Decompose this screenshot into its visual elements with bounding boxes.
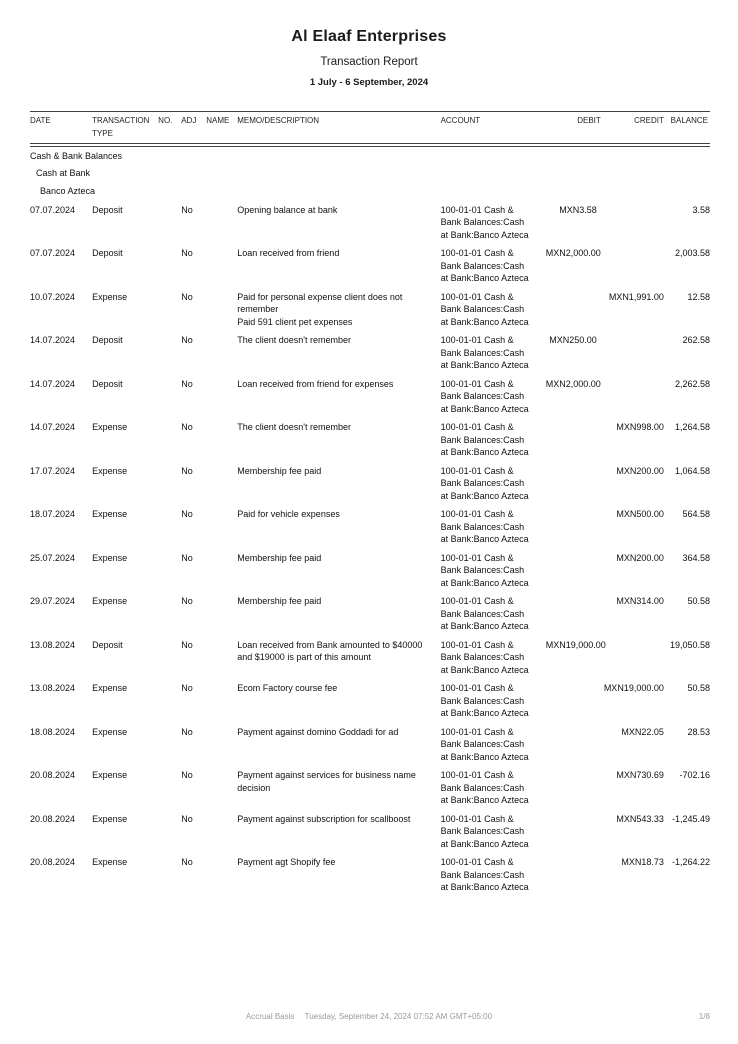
cell-account: 100-01-01 Cash & Bank Balances:Cash at Bank:Banco Azteca [440,465,529,501]
cell-date: 07.07.2024 [30,248,76,258]
cell-memo [237,200,440,244]
cell-memo [237,374,440,418]
cell-balance: 28.53 [687,726,710,737]
cell-balance: 564.58 [682,509,710,519]
cell-account: 100-01-01 Cash & Bank Balances:Cash at Bank:Banco Azteca [440,857,529,892]
cell-date: 10.07.2024 [30,291,76,302]
cell-no [158,330,181,374]
col-name: NAME [206,112,237,144]
cell-no [158,548,181,592]
cell-name [206,852,237,896]
cell-debit: MXN2,000.00 [545,248,601,258]
cell-credit: MXN500.00 [616,509,664,519]
cell-type: Expense [92,857,128,867]
cell-no [158,243,181,287]
cell-credit: MXN998.00 [616,422,664,432]
cell-no [158,852,181,896]
cell-credit: MXN543.33 [616,813,664,824]
accrual-basis-label: Accrual Basis [245,1012,295,1021]
table-row [30,417,710,461]
table-row [30,852,710,896]
cell-account: 100-01-01 Cash & Bank Balances:Cash at Bank:Banco Azteca [440,596,529,631]
cell-balance: 2,262.58 [674,378,710,389]
cell-balance: 2,003.58 [674,248,710,258]
cell-debit [546,722,603,766]
cell-no [158,809,181,853]
cell-memo [237,678,440,722]
col-account: ACCOUNT [441,112,546,144]
group-label: Cash & Bank Balances [30,150,123,161]
cell-date: 14.07.2024 [30,378,76,389]
cell-account: 100-01-01 Cash & Bank Balances:Cash at Bank:Banco Azteca [440,204,529,240]
col-debit: DEBIT [546,112,603,144]
memo-line: Paid for vehicle expenses [237,509,340,519]
cell-no [158,635,181,679]
cell-type: Expense [92,465,128,476]
memo-line: Opening balance at bank [237,204,338,215]
col-credit: CREDIT [603,112,666,144]
table-row [30,548,710,592]
table-row [30,591,710,635]
col-adj: ADJ [181,112,206,144]
cell-account: 100-01-01 Cash & Bank Balances:Cash at Bank:Banco Azteca [440,813,529,849]
cell-credit: MXN730.69 [616,770,664,780]
cell-name [206,461,237,505]
group-row [30,147,710,165]
cell-adj: No [181,335,193,345]
cell-type: Expense [92,596,128,606]
cell-name [206,287,237,331]
cell-memo [237,591,440,635]
header-row [30,112,710,144]
cell-debit [546,461,603,505]
memo-line: Loan received from friend [237,248,340,258]
cell-adj: No [181,552,193,563]
cell-no [158,722,181,766]
table-header [30,112,710,147]
cell-name [206,548,237,592]
cell-name [206,417,237,461]
cell-debit [546,765,603,809]
cell-name [206,591,237,635]
cell-debit [546,287,603,331]
cell-date: 25.07.2024 [30,552,76,563]
memo-line: Payment agt Shopify fee [237,857,336,867]
cell-account: 100-01-01 Cash & Bank Balances:Cash at Bank:Banco Azteca [440,509,529,544]
cell-name [206,765,237,809]
cell-balance: 50.58 [687,596,710,606]
transaction-table [30,111,710,896]
cell-type: Expense [92,813,128,824]
cell-name [206,809,237,853]
table-row [30,374,710,418]
table-row [30,243,710,287]
cell-no [158,287,181,331]
cell-date: 20.08.2024 [30,770,76,780]
cell-adj: No [181,770,193,780]
cell-no [158,417,181,461]
cell-memo [237,765,440,809]
cell-type: Expense [92,509,128,519]
cell-credit: MXN1,991.00 [608,291,664,302]
cell-name [206,374,237,418]
cell-no [158,765,181,809]
cell-no [158,504,181,548]
cell-debit [546,591,603,635]
cell-type: Expense [92,552,128,563]
table-row [30,287,710,331]
cell-balance: 12.58 [687,291,710,302]
memo-line: Membership fee paid [237,596,322,606]
cell-name [206,330,237,374]
cell-no [158,678,181,722]
cell-debit: MXN19,000.00 [545,639,606,650]
col-transaction-type: TRANSACTION TYPE [92,112,158,144]
cell-adj: No [181,726,193,737]
cell-credit: MXN19,000.00 [603,683,664,693]
table-row [30,200,710,244]
col-date: DATE [30,112,92,144]
table-row [30,504,710,548]
cell-adj: No [181,509,193,519]
cell-name [206,678,237,722]
cell-debit [546,852,603,896]
cell-debit [546,504,603,548]
cell-no [158,374,181,418]
cell-credit: MXN18.73 [621,857,664,867]
cell-date: 13.08.2024 [30,639,76,650]
report-title: Transaction Report [320,56,418,68]
cell-account: 100-01-01 Cash & Bank Balances:Cash at Bank:Banco Azteca [440,683,529,718]
cell-date: 18.07.2024 [30,509,76,519]
cell-date: 29.07.2024 [30,596,76,606]
cell-type: Deposit [92,639,123,650]
cell-balance: 364.58 [682,552,710,563]
cell-credit [603,330,666,374]
cell-memo [237,330,440,374]
cell-adj: No [181,422,193,432]
cell-adj: No [181,857,193,867]
cell-debit: MXN2,000.00 [545,378,601,389]
cell-balance: -1,245.49 [671,813,710,824]
cell-memo [237,809,440,853]
footer-basis [0,1012,738,1021]
memo-line: Ecom Factory course fee [237,683,338,693]
cell-memo [237,287,440,331]
cell-adj: No [181,465,193,476]
cell-adj: No [181,813,193,824]
memo-line: Payment against subscription for scallboost [237,813,411,824]
cell-name [206,200,237,244]
cell-debit [546,809,603,853]
cell-account: 100-01-01 Cash & Bank Balances:Cash at Bank:Banco Azteca [440,291,529,327]
col-no: NO. [158,112,181,144]
cell-balance: 1,264.58 [674,422,710,432]
cell-memo [237,461,440,505]
memo-line: Membership fee paid [237,465,322,476]
cell-name [206,243,237,287]
cell-type: Deposit [92,378,123,389]
cell-adj: No [181,683,193,693]
cell-balance: 1,064.58 [674,465,710,476]
cell-date: 07.07.2024 [30,204,76,215]
cell-account: 100-01-01 Cash & Bank Balances:Cash at Bank:Banco Azteca [440,248,529,283]
cell-type: Expense [92,291,128,302]
cell-credit: MXN22.05 [621,726,664,737]
cell-type: Expense [92,726,128,737]
cell-account: 100-01-01 Cash & Bank Balances:Cash at Bank:Banco Azteca [440,335,529,370]
cell-credit [603,374,666,418]
cell-balance: 50.58 [687,683,710,693]
cell-date: 14.07.2024 [30,422,76,432]
cell-date: 20.08.2024 [30,857,76,867]
memo-line: The client doesn't remember [237,422,352,432]
memo-line: Paid 591 client pet expenses [237,316,353,327]
cell-account: 100-01-01 Cash & Bank Balances:Cash at Bank:Banco Azteca [440,639,529,675]
report-timestamp: Tuesday, September 24, 2024 07:52 AM GMT+05:00 [304,1012,493,1021]
cell-adj: No [181,204,193,215]
cell-credit [603,243,666,287]
table-row [30,330,710,374]
memo-line: The client doesn't remember [237,335,352,345]
cell-adj: No [181,378,193,389]
cell-credit [603,200,666,244]
table-row [30,461,710,505]
cell-type: Deposit [92,204,123,215]
cell-name [206,722,237,766]
memo-line: Loan received from friend for expenses [237,378,394,389]
memo-line: Membership fee paid [237,552,322,563]
cell-balance: 262.58 [682,335,710,345]
memo-line: Payment against services for business name decision [237,770,416,793]
cell-balance: 3.58 [692,204,710,215]
cell-account: 100-01-01 Cash & Bank Balances:Cash at Bank:Banco Azteca [440,552,529,588]
group-row [30,182,710,200]
company-name: Al Elaaf Enterprises [291,28,447,45]
page-number: 1/8 [698,1012,710,1021]
cell-memo [237,852,440,896]
cell-memo [237,243,440,287]
cell-type: Expense [92,683,128,693]
table-row [30,678,710,722]
cell-credit: MXN200.00 [616,552,664,563]
cell-adj: No [181,596,193,606]
cell-date: 20.08.2024 [30,813,76,824]
cell-account: 100-01-01 Cash & Bank Balances:Cash at Bank:Banco Azteca [440,422,529,457]
cell-memo [237,417,440,461]
cell-date: 17.07.2024 [30,465,76,476]
col-balance: BALANCE [666,112,710,144]
memo-line: Paid for personal expense client does not remember [237,291,403,314]
cell-debit [546,417,603,461]
cell-adj: No [181,291,193,302]
cell-credit [603,635,666,679]
cell-debit [546,678,603,722]
group-label: Banco Azteca [40,185,96,196]
cell-debit: MXN3.58 [559,204,597,215]
cell-debit [546,548,603,592]
cell-no [158,461,181,505]
cell-debit: MXN250.00 [549,335,597,345]
cell-memo [237,548,440,592]
cell-type: Deposit [92,248,123,258]
cell-type: Expense [92,422,128,432]
cell-credit: MXN314.00 [616,596,664,606]
col-memo: MEMO/DESCRIPTION [237,112,440,144]
table-row [30,809,710,853]
cell-account: 100-01-01 Cash & Bank Balances:Cash at Bank:Banco Azteca [440,726,529,762]
report-footer [0,1012,738,1024]
table-body [30,147,710,896]
report-header [0,0,738,88]
cell-date: 13.08.2024 [30,683,76,693]
table-row [30,722,710,766]
cell-balance: -1,264.22 [671,857,710,867]
cell-balance: 19,050.58 [669,639,710,650]
cell-no [158,591,181,635]
cell-adj: No [181,248,193,258]
group-label: Cash at Bank [36,168,91,178]
cell-type: Expense [92,770,128,780]
cell-adj: No [181,639,193,650]
cell-memo [237,635,440,679]
cell-no [158,200,181,244]
cell-account: 100-01-01 Cash & Bank Balances:Cash at Bank:Banco Azteca [440,378,529,414]
cell-name [206,635,237,679]
cell-account: 100-01-01 Cash & Bank Balances:Cash at Bank:Banco Azteca [440,770,529,805]
memo-line: Payment against domino Goddadi for ad [237,726,399,737]
cell-name [206,504,237,548]
cell-credit: MXN200.00 [616,465,664,476]
report-date-range: 1 July - 6 September, 2024 [309,77,429,88]
cell-balance: -702.16 [679,770,710,780]
cell-memo [237,504,440,548]
cell-date: 14.07.2024 [30,335,76,345]
group-row [30,165,710,183]
table-row [30,635,710,679]
cell-type: Deposit [92,335,123,345]
table-row [30,765,710,809]
cell-date: 18.08.2024 [30,726,76,737]
cell-memo [237,722,440,766]
memo-line: Loan received from Bank amounted to $40000 and $19000 is part of this amount [237,639,423,662]
